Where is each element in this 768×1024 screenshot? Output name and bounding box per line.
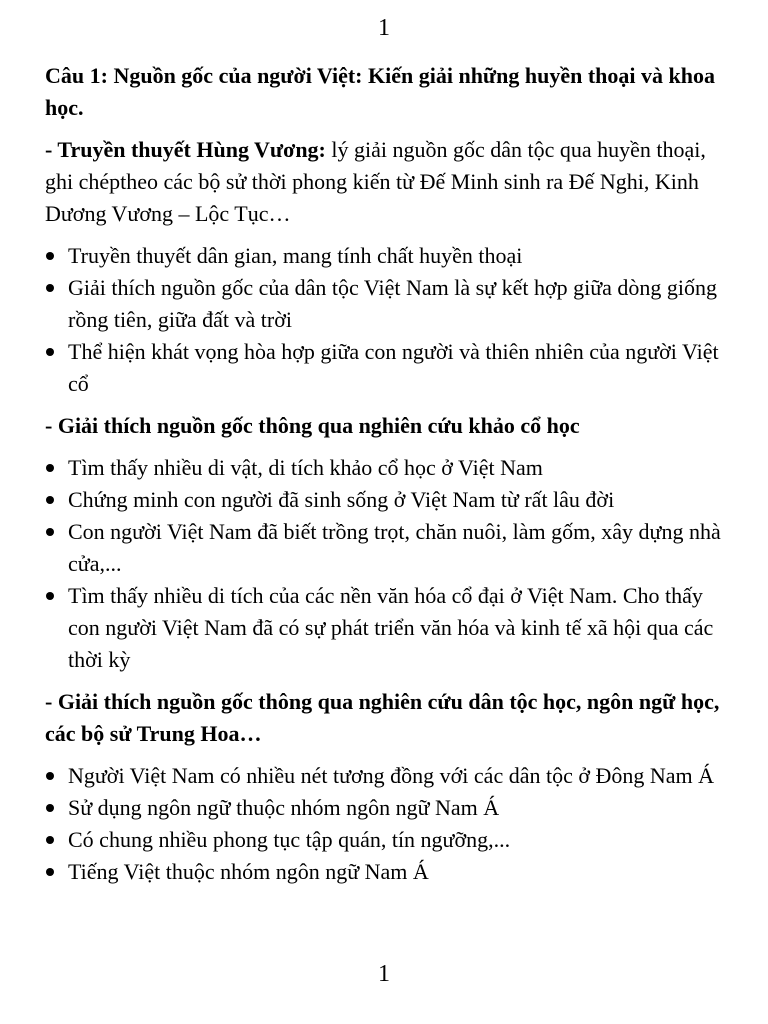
bullet-icon — [46, 496, 54, 504]
bullet-icon — [46, 868, 54, 876]
bullet-icon — [46, 836, 54, 844]
bullet-icon — [46, 528, 54, 536]
bullet-icon — [46, 772, 54, 780]
page-number-top: 1 — [378, 15, 390, 41]
list-item — [45, 452, 725, 484]
list-item — [45, 272, 725, 336]
list-item — [45, 336, 725, 400]
list-item — [45, 824, 725, 856]
list-item — [45, 792, 725, 824]
list-item-text: Có chung nhiều phong tục tập quán, tín ngưỡng,... — [68, 827, 511, 852]
bullet-list — [45, 452, 725, 676]
bullet-list — [45, 240, 725, 400]
bullet-icon — [46, 252, 54, 260]
question-title: Câu 1: Nguồn gốc của người Việt: Kiến giải những huyền thoại và khoa học. — [45, 63, 715, 120]
bullet-list — [45, 760, 725, 888]
list-item-text: Giải thích nguồn gốc của dân tộc Việt Nam là sự kết hợp giữa dòng giống rồng tiên, giữa đất và trời — [68, 275, 718, 332]
list-item-text: Truyền thuyết dân gian, mang tính chất huyền thoại — [68, 243, 523, 268]
list-item — [45, 580, 725, 676]
page-number-bottom: 1 — [378, 961, 390, 987]
list-item-text: Chứng minh con người đã sinh sống ở Việt Nam từ rất lâu đời — [68, 487, 615, 512]
bullet-icon — [46, 348, 54, 356]
list-item-text: Người Việt Nam có nhiều nét tương đồng với các dân tộc ở Đông Nam Á — [68, 763, 715, 788]
list-item-text: Tiếng Việt thuộc nhóm ngôn ngữ Nam Á — [68, 859, 429, 884]
list-item-text: Con người Việt Nam đã biết trồng trọt, chăn nuôi, làm gốm, xây dựng nhà cửa,... — [68, 519, 721, 576]
section-lead: - Truyền thuyết Hùng Vương: — [45, 137, 326, 162]
list-item-text: Thể hiện khát vọng hòa hợp giữa con người và thiên nhiên của người Việt cổ — [68, 339, 719, 396]
list-item — [45, 484, 725, 516]
section-body: lý giải nguồn gốc dân tộc qua huyền thoại, ghi chéptheo các bộ sử thời phong kiến từ Đế Minh sinh ra Đế Nghi, Kinh Dương Vương – Lộc Tục… — [45, 137, 706, 226]
list-item — [45, 240, 725, 272]
bullet-icon — [46, 804, 54, 812]
bullet-icon — [46, 464, 54, 472]
list-item-text: Sử dụng ngôn ngữ thuộc nhóm ngôn ngữ Nam Á — [68, 795, 500, 820]
list-item-text: Tìm thấy nhiều di tích của các nền văn hóa cổ đại ở Việt Nam. Cho thấy con người Việt Nam đã có sự phát triển văn hóa và kinh tế xã hội qua các thời kỳ — [68, 583, 714, 672]
list-item — [45, 760, 725, 792]
section-heading-archaeology: - Giải thích nguồn gốc thông qua nghiên cứu khảo cổ học — [45, 413, 580, 438]
bullet-icon — [46, 284, 54, 292]
list-item — [45, 516, 725, 580]
bullet-icon — [46, 592, 54, 600]
list-item — [45, 856, 725, 888]
section-hung-vuong-intro — [45, 134, 725, 230]
section-heading-ethnology: - Giải thích nguồn gốc thông qua nghiên cứu dân tộc học, ngôn ngữ học, các bộ sử Trung Hoa… — [45, 689, 720, 746]
list-item-text: Tìm thấy nhiều di vật, di tích khảo cổ học ở Việt Nam — [68, 455, 543, 480]
document-content — [45, 60, 725, 898]
